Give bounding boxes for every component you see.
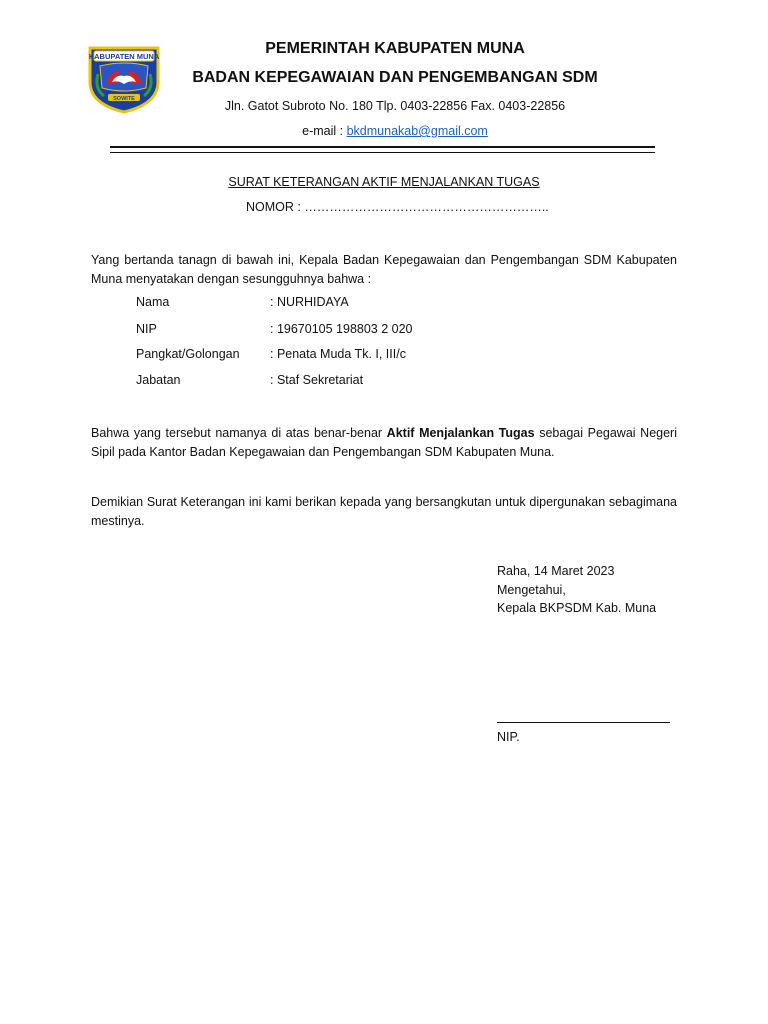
- statement-text-end: sebagai Pegawai Negeri Sipil pada Kantor Badan Kepegawaian dan Pengembangan SDM Kabupaten Muna.: [91, 426, 677, 459]
- document-number: NOMOR : …………………………………………………..: [246, 200, 549, 214]
- field-label-jabatan: Jabatan: [136, 373, 181, 387]
- signature-line: [497, 722, 670, 723]
- letterhead-address: Jln. Gatot Subroto No. 180 Tlp. 0403-22856 Fax. 0403-22856: [224, 99, 566, 113]
- field-value-jabatan: : Staf Sekretariat: [270, 373, 364, 387]
- signature-position: Kepala BKPSDM Kab. Muna: [497, 601, 657, 615]
- email-link[interactable]: bkdmunakab@gmail.com: [346, 124, 488, 138]
- statement-bold-status: Aktif Menjalankan Tugas: [386, 426, 535, 440]
- letterhead-email-line: [170, 124, 620, 138]
- closing-paragraph: Demikian Surat Keterangan ini kami berikan kepada yang bersangkutan untuk dipergunakan sebagimana mestinya.: [91, 495, 677, 528]
- emblem-banner-text: KABUPATEN MUNA: [88, 52, 160, 61]
- field-value-nip: : 19670105 198803 2 020: [270, 322, 413, 336]
- signature-nip: NIP.: [497, 730, 520, 744]
- document-title: SURAT KETERANGAN AKTIF MENJALANKAN TUGAS: [228, 175, 540, 189]
- field-value-nama: : NURHIDAYA: [270, 295, 349, 309]
- letterhead-agency: BADAN KEPEGAWAIAN DAN PENGEMBANGAN SDM: [192, 69, 598, 86]
- field-label-nip: NIP: [136, 322, 157, 336]
- signature-place-date: Raha, 14 Maret 2023: [497, 564, 615, 578]
- email-label: e-mail :: [302, 124, 347, 138]
- statement-text-start: Bahwa yang tersebut namanya di atas benar-benar: [91, 426, 387, 440]
- letterhead-government: PEMERINTAH KABUPATEN MUNA: [265, 40, 525, 57]
- letterhead-divider-thin: [110, 152, 655, 153]
- field-value-pangkat: : Penata Muda Tk. I, III/c: [270, 347, 406, 361]
- emblem-motto-text: SOWITE: [113, 96, 135, 102]
- statement-paragraph: [91, 424, 677, 462]
- letterhead-divider-thick: [110, 146, 655, 148]
- field-label-nama: Nama: [136, 295, 170, 309]
- intro-paragraph: Yang bertanda tanagn di bawah ini, Kepala Badan Kepegawaian dan Pengembangan SDM Kabupaten Muna menyatakan dengan sesungguhnya bahwa :: [91, 253, 677, 286]
- field-label-pangkat: Pangkat/Golongan: [136, 347, 240, 361]
- kabupaten-muna-emblem-icon: [86, 44, 162, 114]
- signature-knowing: Mengetahui,: [497, 583, 566, 597]
